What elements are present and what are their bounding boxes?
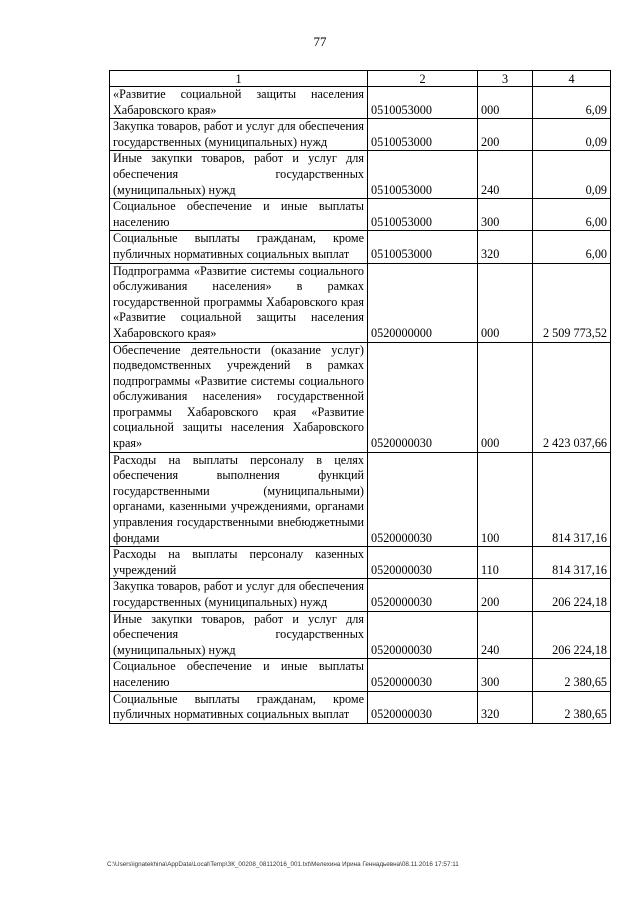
row-code: 0520000030 <box>368 342 478 452</box>
row-code: 0510053000 <box>368 119 478 151</box>
row-code: 0520000030 <box>368 547 478 579</box>
table-row <box>110 199 611 231</box>
row-code: 0520000030 <box>368 452 478 547</box>
row-name: Подпрограмма «Развитие системы социального обслуживания населения» в рамках государственной программы Хабаровского края «Развитие социальной защиты населения Хабаровского края» <box>110 263 368 342</box>
table-row <box>110 659 611 691</box>
row-name: Закупка товаров, работ и услуг для обеспечения государственных (муниципальных) нужд <box>110 119 368 151</box>
row-kind: 000 <box>478 87 533 119</box>
row-kind: 320 <box>478 231 533 263</box>
row-code: 0520000030 <box>368 611 478 659</box>
footer-file-path: C:\Users\ignatekhina\AppData\Local\Temp\ЗК_00208_08112016_001.txt\Мелехина Ирина Геннадьевна\08.11.2016 17:57:11 <box>107 861 459 868</box>
row-kind: 300 <box>478 199 533 231</box>
row-name: «Развитие социальной защиты населения Хабаровского края» <box>110 87 368 119</box>
row-code: 0520000030 <box>368 691 478 723</box>
row-amount: 0,09 <box>533 151 611 199</box>
row-code: 0520000030 <box>368 659 478 691</box>
row-name: Социальное обеспечение и иные выплаты населению <box>110 659 368 691</box>
row-amount: 2 380,65 <box>533 659 611 691</box>
row-kind: 240 <box>478 611 533 659</box>
table-row <box>110 151 611 199</box>
table-row <box>110 691 611 723</box>
row-amount: 6,00 <box>533 199 611 231</box>
row-amount: 2 380,65 <box>533 691 611 723</box>
row-code: 0510053000 <box>368 87 478 119</box>
row-name: Обеспечение деятельности (оказание услуг) подведомственных учреждений в рамках подпрограммы «Развитие системы социального обслуживания населения» государственной программы Хабаровского края «Развитие социальной защиты населения Хабаровского края» <box>110 342 368 452</box>
row-name: Расходы на выплаты персоналу казенных учреждений <box>110 547 368 579</box>
row-code: 0510053000 <box>368 199 478 231</box>
column-header-code: 2 <box>368 71 478 87</box>
row-code: 0510053000 <box>368 231 478 263</box>
column-header-kind: 3 <box>478 71 533 87</box>
row-amount: 2 509 773,52 <box>533 263 611 342</box>
row-name: Социальные выплаты гражданам, кроме публичных нормативных социальных выплат <box>110 231 368 263</box>
table-row <box>110 452 611 547</box>
budget-table <box>109 70 611 724</box>
row-name: Социальные выплаты гражданам, кроме публичных нормативных социальных выплат <box>110 691 368 723</box>
column-header-amount: 4 <box>533 71 611 87</box>
row-amount: 6,00 <box>533 231 611 263</box>
row-kind: 110 <box>478 547 533 579</box>
table-row <box>110 547 611 579</box>
row-kind: 320 <box>478 691 533 723</box>
table-header-row <box>110 71 611 87</box>
table-row <box>110 263 611 342</box>
row-amount: 0,09 <box>533 119 611 151</box>
row-code: 0510053000 <box>368 151 478 199</box>
page-number: 77 <box>313 34 327 49</box>
row-name: Иные закупки товаров, работ и услуг для обеспечения государственных (муниципальных) нужд <box>110 151 368 199</box>
row-kind: 300 <box>478 659 533 691</box>
row-code: 0520000000 <box>368 263 478 342</box>
row-kind: 240 <box>478 151 533 199</box>
row-kind: 200 <box>478 579 533 611</box>
row-kind: 100 <box>478 452 533 547</box>
row-amount: 6,09 <box>533 87 611 119</box>
row-kind: 200 <box>478 119 533 151</box>
row-amount: 206 224,18 <box>533 579 611 611</box>
row-name: Иные закупки товаров, работ и услуг для обеспечения государственных (муниципальных) нужд <box>110 611 368 659</box>
row-amount: 814 317,16 <box>533 452 611 547</box>
table-row <box>110 87 611 119</box>
row-kind: 000 <box>478 263 533 342</box>
row-amount: 206 224,18 <box>533 611 611 659</box>
row-kind: 000 <box>478 342 533 452</box>
row-amount: 2 423 037,66 <box>533 342 611 452</box>
row-name: Социальное обеспечение и иные выплаты населению <box>110 199 368 231</box>
column-header-name: 1 <box>110 71 368 87</box>
table-body <box>110 87 611 724</box>
row-amount: 814 317,16 <box>533 547 611 579</box>
row-code: 0520000030 <box>368 579 478 611</box>
table-row <box>110 342 611 452</box>
table-row <box>110 611 611 659</box>
table-row <box>110 579 611 611</box>
row-name: Закупка товаров, работ и услуг для обеспечения государственных (муниципальных) нужд <box>110 579 368 611</box>
row-name: Расходы на выплаты персоналу в целях обеспечения выполнения функций государственными (муниципальными) органами, казенными учреждениями, органами управления государственными внебюджетными фондами <box>110 452 368 547</box>
table-row <box>110 119 611 151</box>
table-row <box>110 231 611 263</box>
